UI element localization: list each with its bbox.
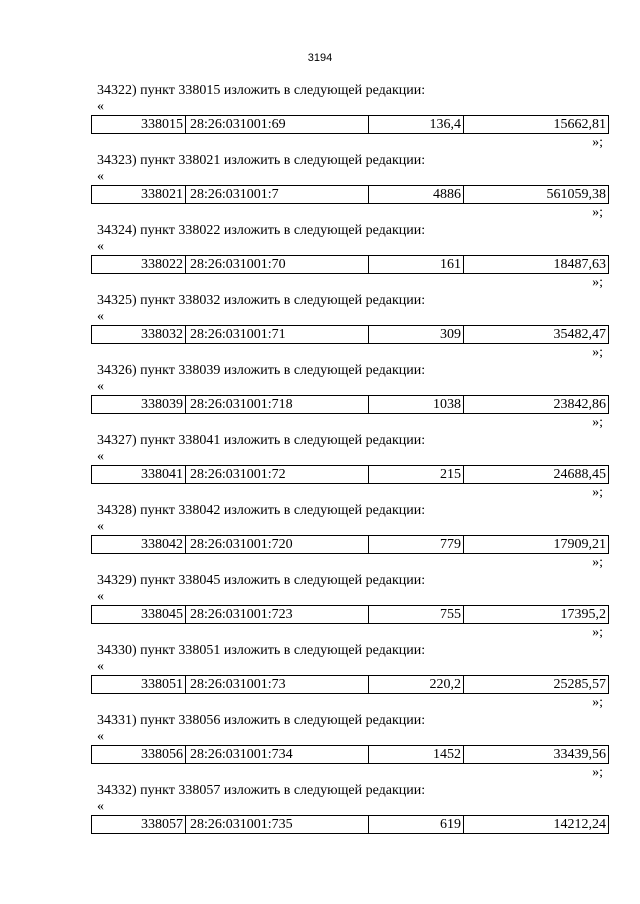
closing-quote: »; — [592, 765, 603, 780]
cadastral-number-cell: 28:26:031001:7 — [186, 186, 369, 204]
area-cell: 215 — [369, 466, 464, 484]
amendment-heading: 34332) пункт 338057 изложить в следующей редакции: — [97, 783, 426, 798]
area-cell: 755 — [369, 606, 464, 624]
table-row — [92, 606, 609, 624]
value-cell: 24688,45 — [464, 466, 609, 484]
cadastral-number-cell: 28:26:031001:70 — [186, 256, 369, 274]
amendment-heading: 34324) пункт 338022 изложить в следующей редакции: — [97, 223, 426, 238]
value-cell: 14212,24 — [464, 816, 609, 834]
amendment-heading: 34330) пункт 338051 изложить в следующей редакции: — [97, 643, 426, 658]
amendment-heading: 34329) пункт 338045 изложить в следующей редакции: — [97, 573, 426, 588]
area-cell: 4886 — [369, 186, 464, 204]
table-row — [92, 396, 609, 414]
amendment-table — [91, 395, 609, 414]
table-row — [92, 746, 609, 764]
amendment-table — [91, 325, 609, 344]
amendment-table — [91, 745, 609, 764]
opening-quote: « — [97, 519, 104, 534]
opening-quote: « — [97, 799, 104, 814]
amendment-table — [91, 675, 609, 694]
value-cell: 23842,86 — [464, 396, 609, 414]
opening-quote: « — [97, 729, 104, 744]
cadastral-number-cell: 28:26:031001:69 — [186, 116, 369, 134]
area-cell: 220,2 — [369, 676, 464, 694]
amendment-heading: 34328) пункт 338042 изложить в следующей редакции: — [97, 503, 426, 518]
opening-quote: « — [97, 239, 104, 254]
amendment-table — [91, 255, 609, 274]
item-number-cell: 338056 — [92, 746, 186, 764]
value-cell: 561059,38 — [464, 186, 609, 204]
amendment-entry — [91, 713, 609, 783]
opening-quote: « — [97, 449, 104, 464]
value-cell: 17395,2 — [464, 606, 609, 624]
opening-quote: « — [97, 169, 104, 184]
closing-quote: »; — [592, 135, 603, 150]
cadastral-number-cell: 28:26:031001:73 — [186, 676, 369, 694]
table-row — [92, 326, 609, 344]
table-row — [92, 256, 609, 274]
area-cell: 779 — [369, 536, 464, 554]
cadastral-number-cell: 28:26:031001:720 — [186, 536, 369, 554]
table-row — [92, 536, 609, 554]
closing-quote: »; — [592, 695, 603, 710]
table-row — [92, 466, 609, 484]
area-cell: 1452 — [369, 746, 464, 764]
opening-quote: « — [97, 589, 104, 604]
opening-quote: « — [97, 309, 104, 324]
closing-quote: »; — [592, 415, 603, 430]
amendment-entry — [91, 433, 609, 503]
amendment-entry — [91, 153, 609, 223]
amendment-heading: 34331) пункт 338056 изложить в следующей редакции: — [97, 713, 426, 728]
amendment-entry — [91, 643, 609, 713]
item-number-cell: 338039 — [92, 396, 186, 414]
amendment-heading: 34323) пункт 338021 изложить в следующей редакции: — [97, 153, 426, 168]
value-cell: 25285,57 — [464, 676, 609, 694]
amendment-entry — [91, 223, 609, 293]
closing-quote: »; — [592, 205, 603, 220]
amendment-entry — [91, 83, 609, 153]
amendment-entry — [91, 573, 609, 643]
amendment-table — [91, 465, 609, 484]
item-number-cell: 338021 — [92, 186, 186, 204]
table-row — [92, 676, 609, 694]
amendment-entry — [91, 363, 609, 433]
item-number-cell: 338051 — [92, 676, 186, 694]
table-row — [92, 816, 609, 834]
amendment-heading: 34326) пункт 338039 изложить в следующей редакции: — [97, 363, 426, 378]
closing-quote: »; — [592, 555, 603, 570]
cadastral-number-cell: 28:26:031001:71 — [186, 326, 369, 344]
cadastral-number-cell: 28:26:031001:734 — [186, 746, 369, 764]
table-row — [92, 186, 609, 204]
opening-quote: « — [97, 99, 104, 114]
amendment-heading: 34322) пункт 338015 изложить в следующей редакции: — [97, 83, 426, 98]
value-cell: 33439,56 — [464, 746, 609, 764]
item-number-cell: 338032 — [92, 326, 186, 344]
amendment-table — [91, 185, 609, 204]
area-cell: 136,4 — [369, 116, 464, 134]
value-cell: 15662,81 — [464, 116, 609, 134]
area-cell: 1038 — [369, 396, 464, 414]
area-cell: 161 — [369, 256, 464, 274]
item-number-cell: 338042 — [92, 536, 186, 554]
cadastral-number-cell: 28:26:031001:723 — [186, 606, 369, 624]
amendment-table — [91, 535, 609, 554]
amendment-table — [91, 115, 609, 134]
opening-quote: « — [97, 379, 104, 394]
closing-quote: »; — [592, 275, 603, 290]
amendment-entry — [91, 503, 609, 573]
item-number-cell: 338045 — [92, 606, 186, 624]
opening-quote: « — [97, 659, 104, 674]
amendment-table — [91, 815, 609, 834]
cadastral-number-cell: 28:26:031001:72 — [186, 466, 369, 484]
page-number: 3194 — [307, 52, 333, 64]
amendment-heading: 34325) пункт 338032 изложить в следующей редакции: — [97, 293, 426, 308]
closing-quote: »; — [592, 625, 603, 640]
item-number-cell: 338041 — [92, 466, 186, 484]
value-cell: 18487,63 — [464, 256, 609, 274]
amendment-entry — [91, 293, 609, 363]
closing-quote: »; — [592, 485, 603, 500]
closing-quote: »; — [592, 345, 603, 360]
value-cell: 35482,47 — [464, 326, 609, 344]
amendment-heading: 34327) пункт 338041 изложить в следующей редакции: — [97, 433, 426, 448]
area-cell: 309 — [369, 326, 464, 344]
cadastral-number-cell: 28:26:031001:718 — [186, 396, 369, 414]
table-row — [92, 116, 609, 134]
cadastral-number-cell: 28:26:031001:735 — [186, 816, 369, 834]
item-number-cell: 338022 — [92, 256, 186, 274]
value-cell: 17909,21 — [464, 536, 609, 554]
amendment-entry — [91, 783, 609, 853]
amendment-table — [91, 605, 609, 624]
amendment-list — [91, 83, 609, 853]
area-cell: 619 — [369, 816, 464, 834]
item-number-cell: 338057 — [92, 816, 186, 834]
item-number-cell: 338015 — [92, 116, 186, 134]
